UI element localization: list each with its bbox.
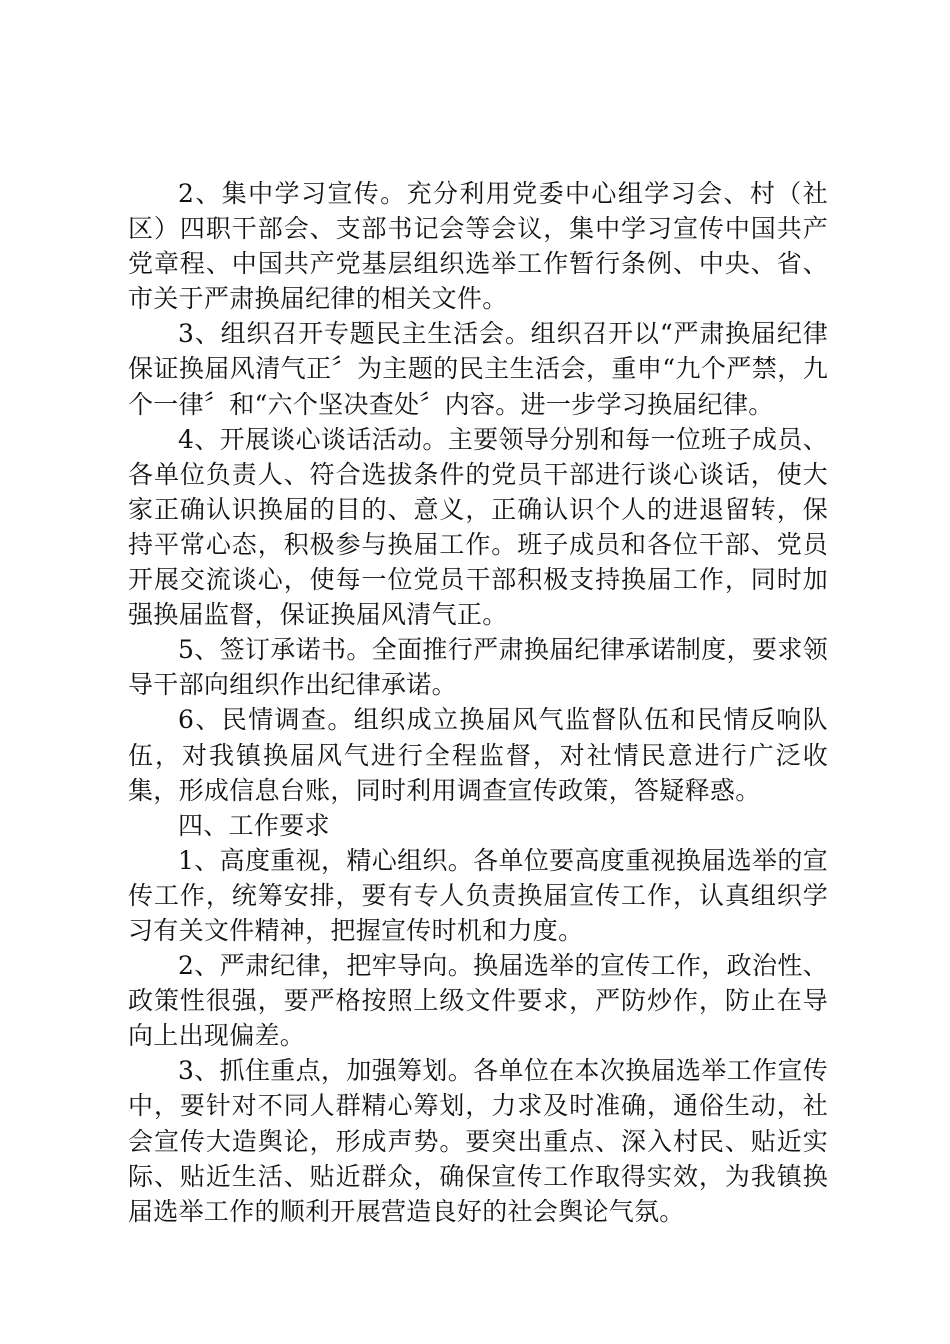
- paragraph-requirement-1: 1、高度重视，精心组织。各单位要高度重视换届选举的宣传工作，统筹安排，要有专人负责换届宣传工作，认真组织学习有关文件精神，把握宣传时机和力度。: [128, 845, 828, 945]
- paragraph-item-5-pledge: 5、签订承诺书。全面推行严肃换届纪律承诺制度，要求领导干部向组织作出纪律承诺。: [128, 635, 828, 700]
- paragraph-requirement-3: 3、抓住重点，加强筹划。各单位在本次换届选举工作宣传中，要针对不同人群精心筹划，力求及时准确，通俗生动，社会宣传大造舆论，形成声势。要突出重点、深入村民、贴近实际、贴近生活、贴近群众，确保宣传工作取得实效，为我镇换届选举工作的顺利开展营造良好的社会舆论气氛。: [128, 1056, 828, 1226]
- paragraph-requirement-2: 2、严肃纪律，把牢导向。换届选举的宣传工作，政治性、政策性很强，要严格按照上级文件要求，严防炒作，防止在导向上出现偏差。: [128, 951, 828, 1051]
- paragraph-item-6-survey: 6、民情调查。组织成立换届风气监督队伍和民情反响队伍，对我镇换届风气进行全程监督，对社情民意进行广泛收集，形成信息台账，同时利用调查宣传政策，答疑释惑。: [128, 705, 828, 805]
- section-heading-work-requirements: 四、工作要求: [178, 810, 330, 840]
- paragraph-item-3-life-meeting: 3、组织召开专题民主生活会。组织召开以“严肃换届纪律保证换届风清气正〞为主题的民主生活会，重申“九个严禁，九个一律〞和“六个坚决查处〞内容。进一步学习换届纪律。: [128, 319, 828, 419]
- paragraph-item-4-talks: 4、开展谈心谈话活动。主要领导分别和每一位班子成员、各单位负责人、符合选拔条件的党员干部进行谈心谈话，使大家正确认识换届的目的、意义，正确认识个人的进退留转，保持平常心态，积极参与换届工作。班子成员和各位干部、党员开展交流谈心，使每一位党员干部积极支持换届工作，同时加强换届监督，保证换届风清气正。: [128, 424, 828, 630]
- document-body: [128, 176, 828, 1229]
- paragraph-item-2-study: 2、集中学习宣传。充分利用党委中心组学习会、村（社区）四职干部会、支部书记会等会议，集中学习宣传中国共产党章程、中国共产党基层组织选举工作暂行条例、中央、省、市关于严肃换届纪律的相关文件。: [128, 179, 828, 314]
